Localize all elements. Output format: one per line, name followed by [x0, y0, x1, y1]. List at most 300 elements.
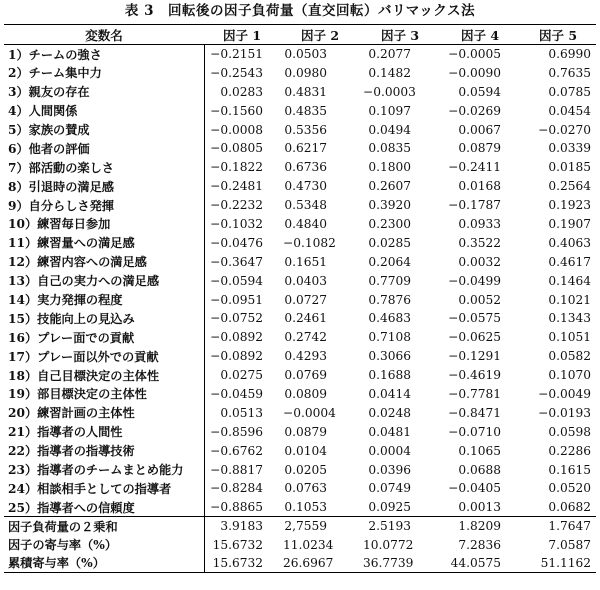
variable-name: 9）自分らしさ発揮 [4, 196, 204, 215]
loading-cell-factor-1 [204, 45, 280, 64]
loading-value: −0.0269 [448, 103, 501, 118]
loading-value: 0.0835 [368, 141, 411, 156]
loading-cell-factor-1 [204, 422, 280, 441]
loading-cell-factor-1 [204, 347, 280, 366]
loading-cell-factor-5 [520, 309, 596, 328]
variable-name: 18）自己目標決定の主体性 [4, 366, 204, 385]
loading-value: −0.0193 [538, 405, 591, 420]
loading-value: −0.8284 [210, 481, 263, 496]
table-row [4, 252, 596, 271]
variable-name: 14）実力発揮の程度 [4, 290, 204, 309]
loading-cell-factor-2 [280, 82, 360, 101]
table-row [4, 441, 596, 460]
loading-cell-factor-3 [360, 290, 440, 309]
loading-cell-factor-1 [204, 63, 280, 82]
loading-value: 0.0494 [368, 122, 411, 137]
variable-name: 5）家族の賛成 [4, 120, 204, 139]
loading-cell-factor-1 [204, 158, 280, 177]
summary-cell-factor-5 [520, 554, 596, 573]
loading-value: 0.4683 [368, 311, 411, 326]
loading-value: 0.4617 [548, 254, 591, 269]
loading-cell-factor-2 [280, 120, 360, 139]
loading-value: −0.2232 [210, 198, 263, 213]
loading-cell-factor-3 [360, 403, 440, 422]
loading-cell-factor-2 [280, 328, 360, 347]
loading-value: −0.0892 [210, 349, 263, 364]
summary-value: 44.0575 [450, 555, 501, 570]
variable-name: 25）指導者への信頼度 [4, 498, 204, 517]
loading-value: 0.2461 [284, 311, 327, 326]
loading-cell-factor-2 [280, 441, 360, 460]
loading-cell-factor-2 [280, 385, 360, 404]
summary-row [4, 554, 596, 573]
loading-value: 0.0168 [458, 179, 501, 194]
header-factor-4: 因子 4 [440, 25, 520, 45]
loading-value: −0.3647 [210, 254, 263, 269]
loading-cell-factor-4 [440, 403, 520, 422]
loading-value: 0.1097 [368, 103, 411, 118]
loading-cell-factor-5 [520, 460, 596, 479]
loading-value: 0.1070 [548, 368, 591, 383]
loading-value: 0.0205 [284, 462, 327, 477]
loading-value: 0.1053 [284, 500, 327, 515]
loading-value: 0.7108 [368, 330, 411, 345]
loading-cell-factor-3 [360, 498, 440, 517]
loading-value: 0.6990 [548, 47, 591, 62]
loading-cell-factor-4 [440, 82, 520, 101]
summary-cell-factor-2 [280, 535, 360, 554]
loading-value: 0.2077 [368, 47, 411, 62]
loading-value: 0.0339 [548, 141, 591, 156]
loading-cell-factor-3 [360, 460, 440, 479]
summary-value: 15.6732 [212, 555, 263, 570]
loading-cell-factor-5 [520, 385, 596, 404]
loading-value: 0.0809 [284, 386, 327, 401]
summary-cell-factor-1 [204, 535, 280, 554]
variable-name: 21）指導者の人間性 [4, 422, 204, 441]
loading-cell-factor-4 [440, 233, 520, 252]
loading-value: 0.1021 [548, 292, 591, 307]
loading-cell-factor-3 [360, 215, 440, 234]
loading-cell-factor-5 [520, 45, 596, 64]
loading-cell-factor-4 [440, 309, 520, 328]
loading-value: 0.0285 [368, 235, 411, 250]
variable-name: 12）練習内容への満足感 [4, 252, 204, 271]
loading-value: 0.1051 [548, 330, 591, 345]
table-row [4, 328, 596, 347]
loading-cell-factor-2 [280, 252, 360, 271]
loading-value: 0.0004 [368, 443, 411, 458]
loading-cell-factor-2 [280, 177, 360, 196]
table-row [4, 460, 596, 479]
variable-name: 7）部活動の楽しさ [4, 158, 204, 177]
header-factor-5: 因子 5 [520, 25, 596, 45]
summary-cell-factor-1 [204, 554, 280, 573]
loading-value: −0.0892 [210, 330, 263, 345]
summary-label: 因子の寄与率（%） [4, 535, 204, 554]
loading-value: 0.0980 [284, 65, 327, 80]
loading-cell-factor-3 [360, 328, 440, 347]
loading-value: 0.0520 [548, 481, 591, 496]
table-row [4, 422, 596, 441]
loading-cell-factor-3 [360, 233, 440, 252]
loading-cell-factor-1 [204, 309, 280, 328]
loading-cell-factor-3 [360, 441, 440, 460]
loading-cell-factor-3 [360, 366, 440, 385]
table-row [4, 82, 596, 101]
loading-value: 0.3066 [368, 349, 411, 364]
loading-value: 0.1482 [368, 65, 411, 80]
loading-value: 0.1800 [368, 160, 411, 175]
loading-value: −0.0049 [538, 386, 591, 401]
loading-cell-factor-3 [360, 177, 440, 196]
loading-cell-factor-3 [360, 45, 440, 64]
table-row [4, 139, 596, 158]
table-row [4, 309, 596, 328]
loading-value: 0.1464 [548, 273, 591, 288]
loading-value: 0.0248 [368, 405, 411, 420]
summary-value: 51.1162 [540, 555, 591, 570]
loading-value: 0.0396 [368, 462, 411, 477]
table-row [4, 196, 596, 215]
loading-value: 0.0582 [548, 349, 591, 364]
table-row [4, 498, 596, 517]
loading-cell-factor-1 [204, 460, 280, 479]
loading-cell-factor-1 [204, 82, 280, 101]
loading-cell-factor-5 [520, 158, 596, 177]
loading-value: 0.0682 [548, 500, 591, 515]
variable-name: 13）自己の実力への満足感 [4, 271, 204, 290]
variable-name: 23）指導者のチームまとめ能力 [4, 460, 204, 479]
loading-value: −0.0752 [210, 311, 263, 326]
loading-value: −0.8817 [210, 462, 263, 477]
variable-name: 17）プレー面以外での貢献 [4, 347, 204, 366]
loading-cell-factor-1 [204, 498, 280, 517]
summary-cell-factor-5 [520, 535, 596, 554]
summary-cell-factor-1 [204, 517, 280, 536]
summary-value: 2.5193 [368, 519, 411, 534]
loading-cell-factor-3 [360, 309, 440, 328]
loading-cell-factor-2 [280, 215, 360, 234]
loading-cell-factor-2 [280, 271, 360, 290]
table-row [4, 101, 596, 120]
summary-value: 15.6732 [212, 537, 263, 552]
variable-name: 10）練習毎日参加 [4, 215, 204, 234]
loading-cell-factor-5 [520, 498, 596, 517]
loading-value: 0.4831 [284, 84, 327, 99]
variable-name: 2）チーム集中力 [4, 63, 204, 82]
loading-value: 0.0067 [458, 122, 501, 137]
loading-cell-factor-1 [204, 196, 280, 215]
summary-value: 7.0587 [548, 537, 591, 552]
loading-cell-factor-4 [440, 290, 520, 309]
loading-value: 0.1688 [368, 368, 411, 383]
loading-cell-factor-1 [204, 101, 280, 120]
loading-value: 0.2300 [368, 216, 411, 231]
loading-value: 0.0763 [284, 481, 327, 496]
loading-value: −0.7781 [448, 386, 501, 401]
header-factor-3: 因子 3 [360, 25, 440, 45]
loading-cell-factor-4 [440, 120, 520, 139]
table-row [4, 233, 596, 252]
loading-value: −0.0405 [448, 481, 501, 496]
loading-value: −0.0951 [210, 292, 263, 307]
table-row [4, 158, 596, 177]
loading-value: −0.0575 [448, 311, 501, 326]
loading-value: 0.7876 [368, 292, 411, 307]
loading-value: −0.0090 [448, 65, 501, 80]
loading-value: 0.0933 [458, 216, 501, 231]
loading-value: 0.0688 [458, 462, 501, 477]
loading-value: 0.0749 [368, 481, 411, 496]
loading-cell-factor-5 [520, 271, 596, 290]
loading-cell-factor-1 [204, 139, 280, 158]
loading-value: 0.1343 [548, 311, 591, 326]
loading-cell-factor-3 [360, 252, 440, 271]
variable-name: 15）技能向上の見込み [4, 309, 204, 328]
loading-value: 0.1651 [284, 254, 327, 269]
loading-value: 0.2607 [368, 179, 411, 194]
loading-cell-factor-1 [204, 271, 280, 290]
loading-cell-factor-4 [440, 215, 520, 234]
loading-value: −0.0008 [210, 122, 263, 137]
table-row [4, 347, 596, 366]
loading-cell-factor-1 [204, 215, 280, 234]
summary-label: 累積寄与率（%） [4, 554, 204, 573]
variable-name: 20）練習計画の主体性 [4, 403, 204, 422]
loading-cell-factor-3 [360, 158, 440, 177]
loading-cell-factor-3 [360, 196, 440, 215]
loading-cell-factor-5 [520, 347, 596, 366]
summary-cell-factor-4 [440, 554, 520, 573]
loading-cell-factor-1 [204, 441, 280, 460]
loading-value: −0.0594 [210, 273, 263, 288]
loading-cell-factor-4 [440, 63, 520, 82]
loading-value: −0.2481 [210, 179, 263, 194]
table-row [4, 215, 596, 234]
loading-cell-factor-4 [440, 139, 520, 158]
factor-loading-table [4, 24, 596, 573]
loading-cell-factor-1 [204, 403, 280, 422]
loading-value: 0.2742 [284, 330, 327, 345]
loading-cell-factor-5 [520, 215, 596, 234]
loading-value: 0.0598 [548, 424, 591, 439]
loading-value: 0.4063 [548, 235, 591, 250]
summary-value: 3.9183 [220, 519, 263, 534]
variable-name: 16）プレー面での貢献 [4, 328, 204, 347]
loading-cell-factor-5 [520, 196, 596, 215]
table-row [4, 385, 596, 404]
loading-cell-factor-5 [520, 441, 596, 460]
loading-value: 0.0052 [458, 292, 501, 307]
loading-value: 0.7709 [368, 273, 411, 288]
loading-value: −0.2151 [210, 47, 263, 62]
loading-cell-factor-4 [440, 196, 520, 215]
loading-value: 0.4293 [284, 349, 327, 364]
loading-value: 0.0032 [458, 254, 501, 269]
loading-value: −0.8865 [210, 500, 263, 515]
loading-cell-factor-4 [440, 45, 520, 64]
loading-cell-factor-5 [520, 422, 596, 441]
variable-name: 1）チームの強さ [4, 45, 204, 64]
loading-value: −0.0499 [448, 273, 501, 288]
summary-value: 11.0234 [283, 537, 334, 552]
loading-value: 0.1907 [548, 216, 591, 231]
loading-value: 0.5356 [284, 122, 327, 137]
variable-name: 3）親友の存在 [4, 82, 204, 101]
table-row [4, 45, 596, 64]
loading-cell-factor-1 [204, 479, 280, 498]
loading-value: 0.1923 [548, 198, 591, 213]
loading-value: −0.1032 [210, 216, 263, 231]
loading-cell-factor-3 [360, 422, 440, 441]
loading-value: 0.0503 [284, 47, 327, 62]
loading-cell-factor-3 [360, 139, 440, 158]
loading-cell-factor-2 [280, 479, 360, 498]
loading-value: −0.2543 [210, 65, 263, 80]
loading-cell-factor-2 [280, 290, 360, 309]
loading-value: 0.2064 [368, 254, 411, 269]
loading-value: 0.0185 [548, 160, 591, 175]
table-row [4, 120, 596, 139]
header-factor-1: 因子 1 [204, 25, 280, 45]
summary-value: 10.0772 [363, 537, 414, 552]
loading-value: 0.4730 [284, 179, 327, 194]
summary-value: 36.7739 [363, 555, 414, 570]
summary-cell-factor-3 [360, 554, 440, 573]
loading-cell-factor-5 [520, 252, 596, 271]
variable-name: 11）練習量への満足感 [4, 233, 204, 252]
loading-value: 0.0403 [284, 273, 327, 288]
loading-value: 0.0283 [220, 84, 263, 99]
loading-value: −0.1787 [448, 198, 501, 213]
summary-cell-factor-2 [280, 517, 360, 536]
table-row [4, 63, 596, 82]
loading-cell-factor-5 [520, 479, 596, 498]
loading-cell-factor-5 [520, 139, 596, 158]
loading-cell-factor-2 [280, 45, 360, 64]
loading-cell-factor-2 [280, 63, 360, 82]
loading-cell-factor-4 [440, 328, 520, 347]
loading-value: 0.4840 [284, 216, 327, 231]
summary-cell-factor-2 [280, 554, 360, 573]
loading-cell-factor-4 [440, 460, 520, 479]
summary-row [4, 517, 596, 536]
loading-cell-factor-1 [204, 290, 280, 309]
loading-cell-factor-5 [520, 177, 596, 196]
summary-value: 7.2836 [458, 537, 501, 552]
loading-cell-factor-5 [520, 233, 596, 252]
loading-cell-factor-4 [440, 252, 520, 271]
loading-cell-factor-2 [280, 366, 360, 385]
loading-cell-factor-1 [204, 328, 280, 347]
loading-cell-factor-4 [440, 101, 520, 120]
loading-value: 0.0481 [368, 424, 411, 439]
loading-value: 0.0414 [368, 386, 411, 401]
loading-cell-factor-1 [204, 385, 280, 404]
summary-label: 因子負荷量の２乗和 [4, 517, 204, 536]
loading-value: 0.0275 [220, 368, 263, 383]
loading-value: 0.0594 [458, 84, 501, 99]
loading-cell-factor-2 [280, 233, 360, 252]
loading-cell-factor-4 [440, 366, 520, 385]
loading-value: 0.6217 [284, 141, 327, 156]
variable-name: 6）他者の評価 [4, 139, 204, 158]
loading-value: −0.0003 [363, 84, 416, 99]
loading-cell-factor-4 [440, 347, 520, 366]
loading-cell-factor-5 [520, 403, 596, 422]
loading-value: −0.0459 [210, 386, 263, 401]
loading-value: −0.2411 [448, 160, 501, 175]
summary-value: 1.7647 [548, 519, 591, 534]
table-row [4, 271, 596, 290]
loading-cell-factor-4 [440, 158, 520, 177]
header-factor-2: 因子 2 [280, 25, 360, 45]
loading-cell-factor-2 [280, 460, 360, 479]
loading-cell-factor-2 [280, 158, 360, 177]
loading-cell-factor-4 [440, 498, 520, 517]
loading-value: −0.1560 [210, 103, 263, 118]
summary-row [4, 535, 596, 554]
loading-cell-factor-4 [440, 271, 520, 290]
loading-cell-factor-3 [360, 347, 440, 366]
loading-cell-factor-4 [440, 385, 520, 404]
summary-cell-factor-5 [520, 517, 596, 536]
loading-value: 0.3522 [458, 235, 501, 250]
loading-value: −0.6762 [210, 443, 263, 458]
loading-value: −0.0710 [448, 424, 501, 439]
loading-cell-factor-2 [280, 403, 360, 422]
loading-value: −0.1291 [448, 349, 501, 364]
loading-value: 0.0925 [368, 500, 411, 515]
loading-value: 0.4835 [284, 103, 327, 118]
table-row [4, 479, 596, 498]
loading-cell-factor-2 [280, 139, 360, 158]
loading-cell-factor-3 [360, 479, 440, 498]
loading-value: −0.8471 [448, 405, 501, 420]
loading-value: 0.6736 [284, 160, 327, 175]
loading-cell-factor-5 [520, 82, 596, 101]
table-row [4, 290, 596, 309]
loading-cell-factor-3 [360, 82, 440, 101]
header-variable: 変数名 [4, 25, 204, 45]
loading-value: −0.0476 [210, 235, 263, 250]
table-row [4, 403, 596, 422]
summary-cell-factor-4 [440, 517, 520, 536]
loading-cell-factor-3 [360, 120, 440, 139]
loading-cell-factor-4 [440, 177, 520, 196]
variable-name: 24）相談相手としての指導者 [4, 479, 204, 498]
loading-value: 0.1065 [458, 443, 501, 458]
loading-cell-factor-3 [360, 385, 440, 404]
loading-value: −0.4619 [448, 368, 501, 383]
loading-cell-factor-2 [280, 347, 360, 366]
summary-value: 2,7559 [284, 519, 327, 534]
loading-value: −0.0805 [210, 141, 263, 156]
loading-cell-factor-3 [360, 101, 440, 120]
table-row [4, 177, 596, 196]
loading-cell-factor-2 [280, 422, 360, 441]
loading-cell-factor-5 [520, 366, 596, 385]
loading-value: 0.0879 [284, 424, 327, 439]
loading-value: 0.0879 [458, 141, 501, 156]
loading-cell-factor-1 [204, 177, 280, 196]
loading-value: −0.1082 [283, 235, 336, 250]
loading-value: 0.0769 [284, 368, 327, 383]
loading-value: −0.0004 [283, 405, 336, 420]
loading-cell-factor-4 [440, 422, 520, 441]
loading-value: 0.2564 [548, 179, 591, 194]
